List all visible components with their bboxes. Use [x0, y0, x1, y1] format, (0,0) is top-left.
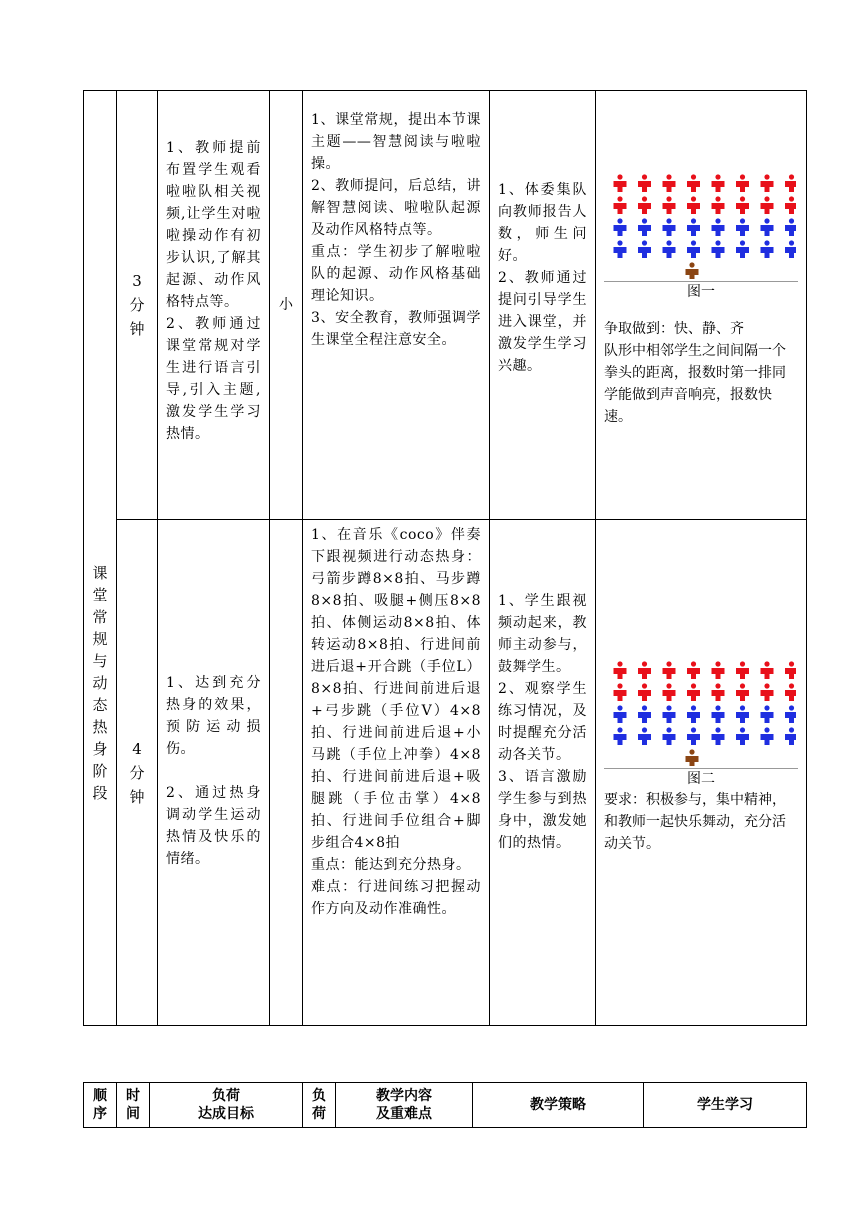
- content-cell: [303, 91, 490, 520]
- learning-text: 争取做到：快、静、齐 队形中相邻学生之间间隔一个拳头的距离，报数时第一排同学能做到声音响亮，报数快速。: [604, 321, 786, 425]
- student-icon: [785, 727, 796, 745]
- student-icon: [712, 196, 725, 214]
- student-icon: [736, 218, 749, 236]
- student-icon: [785, 661, 796, 679]
- student-icon: [761, 196, 774, 214]
- goal-text: 1、达到充分热身的效果，预防运动损伤。 2、通过热身调动学生运动热情及快乐的情绪。: [166, 675, 261, 867]
- student-icon: [638, 196, 651, 214]
- student-icon: [736, 683, 749, 701]
- student-icon: [663, 174, 676, 192]
- goal-cell: [158, 520, 270, 1026]
- table-row: [84, 520, 807, 1026]
- header-strategy: 教学策略: [473, 1083, 644, 1128]
- student-icon: [785, 196, 796, 214]
- student-icon: [663, 683, 676, 701]
- student-icon: [761, 727, 774, 745]
- student-icon: [687, 174, 700, 192]
- header-load: 负 荷: [303, 1083, 336, 1128]
- student-icon: [785, 218, 796, 236]
- student-icon: [687, 727, 700, 745]
- strategy-cell: [490, 91, 596, 520]
- next-table-header: [83, 1082, 807, 1128]
- goal-cell: [158, 91, 270, 520]
- student-icon: [712, 174, 725, 192]
- student-icon: [638, 727, 651, 745]
- student-icon: [736, 661, 749, 679]
- time-cell: [117, 520, 158, 1026]
- student-icon: [614, 727, 627, 745]
- student-icon: [712, 727, 725, 745]
- student-icon: [638, 174, 651, 192]
- student-icon: [614, 240, 627, 258]
- student-icon: [761, 218, 774, 236]
- student-icon: [736, 174, 749, 192]
- formation-diagram-1: [606, 171, 796, 279]
- student-icon: [687, 683, 700, 701]
- figure-caption: 图二: [687, 771, 715, 787]
- student-icon: [785, 240, 796, 258]
- student-icon: [614, 661, 627, 679]
- student-icon: [687, 705, 700, 723]
- student-icon: [785, 683, 796, 701]
- header-order: 顺 序: [84, 1083, 117, 1128]
- learning-cell: [596, 91, 807, 520]
- student-icon: [687, 196, 700, 214]
- student-icon: [638, 705, 651, 723]
- student-icon: [687, 661, 700, 679]
- student-icon: [736, 727, 749, 745]
- student-icon: [614, 218, 627, 236]
- time-label: 3分钟: [129, 272, 145, 338]
- student-icon: [638, 683, 651, 701]
- student-icon: [761, 174, 774, 192]
- header-row: [84, 1083, 807, 1128]
- student-icon: [614, 196, 627, 214]
- student-icon: [663, 705, 676, 723]
- student-icon: [736, 240, 749, 258]
- content-cell: [303, 520, 490, 1026]
- strategy-text: 1、学生跟视频动起来，教师主动参与，鼓舞学生。 2、观察学生练习情况，及时提醒充分活动各关节。 3、语言激励学生参与到热身中，激发她们的热情。: [498, 593, 587, 851]
- figure-caption: 图一: [687, 284, 715, 300]
- goal-text: 1、教师提前布置学生观看啦啦队相关视频,让学生对啦啦操动作有初步认识,了解其起源、动作风格特点等。 2、教师通过课堂常规对学生进行语言引导,引入主题,激发学生学习热情。: [166, 140, 261, 442]
- student-icon: [761, 683, 774, 701]
- header-goal: 负荷 达成目标: [150, 1083, 303, 1128]
- student-icon: [712, 705, 725, 723]
- student-icon: [785, 174, 796, 192]
- student-icon: [712, 683, 725, 701]
- student-icon: [736, 705, 749, 723]
- header-learning: 学生学习: [644, 1083, 807, 1128]
- stage-label: 课堂常规与动态热身阶段: [92, 563, 108, 802]
- student-icon: [761, 705, 774, 723]
- formation-diagram-2: [606, 658, 796, 766]
- student-icon: [712, 240, 725, 258]
- strategy-cell: [490, 520, 596, 1026]
- header-time: 时 间: [117, 1083, 150, 1128]
- lesson-plan-table: [83, 90, 807, 1026]
- learning-text: 要求：积极参与，集中精神，和教师一起快乐舞动，充分活动关节。: [604, 792, 786, 852]
- student-icon: [663, 661, 676, 679]
- student-icon: [761, 240, 774, 258]
- student-icon: [785, 705, 796, 723]
- time-cell: [117, 91, 158, 520]
- time-label: 4分钟: [129, 739, 145, 806]
- teacher-icon: [686, 749, 699, 766]
- student-icon: [638, 661, 651, 679]
- load-cell: [270, 91, 303, 520]
- student-icon: [712, 661, 725, 679]
- student-icon: [638, 218, 651, 236]
- student-icon: [663, 727, 676, 745]
- content-text: 1、在音乐《coco》伴奏下跟视频进行动态热身：弓箭步蹲8×8拍、马步蹲8×8拍、吸腿+侧压8×8拍、体侧运动8×8拍、体转运动8×8拍、行进间前进后退+开合跳（手位L）8×8拍、行进间前进后退+弓步跳（手位V）4×8拍、行进间前进后退+小马跳（手位上冲拳）4×8拍、行进间前进后退+吸腿跳（手位击掌）4×8拍、行进间手位组合+脚步组合4×8拍 重点：能达到充分热身。 难点：行进间练习把握动作方向及动作准确性。: [311, 527, 481, 917]
- student-icon: [614, 683, 627, 701]
- student-icon: [736, 196, 749, 214]
- header-content: 教学内容 及重难点: [336, 1083, 473, 1128]
- strategy-text: 1、体委集队向教师报告人数，师生问好。 2、教师通过提问引导学生进入课堂，并激发学生学习兴趣。: [498, 182, 587, 374]
- learning-cell: [596, 520, 807, 1026]
- teacher-icon: [686, 262, 699, 279]
- stage-cell: [84, 91, 117, 1026]
- student-icon: [761, 661, 774, 679]
- load-label: 小: [279, 297, 293, 313]
- load-cell: [270, 520, 303, 1026]
- student-icon: [614, 174, 627, 192]
- student-icon: [663, 218, 676, 236]
- student-icon: [687, 218, 700, 236]
- student-icon: [687, 240, 700, 258]
- student-icon: [638, 240, 651, 258]
- table-row: [84, 91, 807, 520]
- student-icon: [614, 705, 627, 723]
- content-text: 1、课堂常规，提出本节课主题——智慧阅读与啦啦操。 2、教师提问，后总结，讲解智慧阅读、啦啦队起源及动作风格特点等。 重点：学生初步了解啦啦队的起源、动作风格基础理论知识。 3、安全教育，教师强调学生课堂全程注意安全。: [311, 112, 481, 348]
- student-icon: [663, 240, 676, 258]
- student-icon: [663, 196, 676, 214]
- student-icon: [712, 218, 725, 236]
